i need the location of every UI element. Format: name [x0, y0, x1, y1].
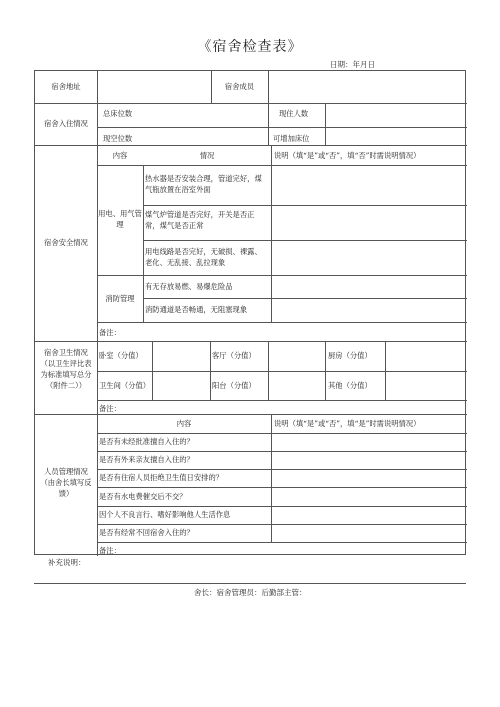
col-divider: [152, 341, 153, 400]
personnel-item: 是否有住宿人员拒绝卫生值日安排的？: [99, 473, 224, 482]
row-divider: [97, 524, 467, 525]
fire-management-label: 消防管理: [105, 294, 135, 303]
col-divider: [385, 341, 386, 400]
address-label: 宿舍地址: [51, 82, 81, 91]
checkin-section-label: 宿舍入住情况: [44, 119, 88, 128]
hygiene-section-label: 宿舍卫生情况（以卫生评比表为标准填写总分（附件二））: [40, 348, 92, 390]
personnel-col-content: 内容: [176, 419, 192, 428]
safety-remark: 备注：: [99, 328, 121, 337]
signature-line: 舍长：宿舍管理员：后勤部主管：: [194, 588, 307, 597]
personnel-section-label: 人员管理情况（由舍长填写反馈）: [40, 467, 92, 498]
other-score-label: 其他（分值）: [328, 381, 372, 390]
date-label: 日期：年月日: [330, 60, 375, 69]
personnel-item: 是否有水电费催交后不交？: [99, 492, 187, 501]
balcony-score-label: 阳台（分值）: [212, 381, 256, 390]
col-divider: [210, 341, 211, 400]
row-divider: [97, 127, 467, 128]
col-divider: [325, 103, 326, 145]
col-divider: [325, 341, 326, 400]
personnel-item: 是否有未经批准擅自入住的？: [99, 437, 194, 446]
row-divider: [97, 487, 467, 488]
col-divider: [268, 71, 269, 103]
row-divider: [143, 205, 467, 206]
personnel-remark: 备注：: [99, 546, 121, 555]
personnel-item: 因个人不良言行、嗜好影响他人生活作息: [99, 510, 231, 519]
vacant-beds-label: 现空位数: [103, 134, 133, 143]
row-divider: [97, 451, 467, 452]
living-room-score-label: 客厅（分值）: [212, 351, 256, 360]
safety-section-label: 宿舍安全情况: [44, 238, 88, 247]
row-divider: [97, 542, 467, 543]
fire-item: 有无存放易燃、易爆危险品: [145, 282, 233, 291]
col-divider: [268, 103, 269, 145]
row-divider: [97, 469, 467, 470]
row-divider: [35, 145, 467, 146]
row-divider: [97, 275, 467, 276]
row-divider: [97, 400, 467, 401]
row-divider: [143, 240, 467, 241]
extra-beds-label: 可增加床位: [273, 134, 310, 143]
signature-divider: [34, 583, 466, 584]
row-divider: [97, 165, 467, 166]
fire-item: 消防通道是否畅通，无阻塞现象: [145, 305, 248, 314]
hygiene-remark: 备注：: [99, 404, 121, 413]
members-label: 宿舍成员: [224, 82, 255, 91]
safety-col-note: 说明（填“是”或“否”，填“否”时需说明情况）: [274, 151, 421, 160]
row-divider: [35, 103, 467, 104]
row-divider: [97, 506, 467, 507]
safety-item: 热水器是否安装合理，管道完好，煤气瓶放置在浴室外面: [145, 174, 262, 194]
col-divider: [97, 71, 98, 556]
col-divider: [271, 414, 272, 542]
personnel-item: 是否有经常不回宿舍入住的？: [99, 528, 194, 537]
total-beds-label: 总床位数: [103, 109, 133, 118]
page-title: 《宿舍检查表》: [197, 39, 303, 55]
row-divider: [97, 433, 467, 434]
electric-gas-label: 用电、用气管理: [98, 209, 142, 229]
row-divider: [97, 322, 467, 323]
col-divider: [268, 341, 269, 400]
personnel-item: 是否有外来亲友擅自入住的？: [99, 455, 194, 464]
bedroom-score-label: 卧室（分值）: [99, 351, 143, 360]
safety-item: 用电线路是否完好，无破损、裸露、老化、无乱接、乱拉现象: [145, 247, 262, 267]
safety-col-situation: 情况: [199, 151, 215, 160]
current-residents-label: 现住人数: [279, 109, 309, 118]
row-divider: [35, 341, 467, 342]
inspection-table: [34, 70, 466, 555]
safety-col-content: 内容: [112, 151, 128, 160]
row-divider: [143, 298, 467, 299]
supplement-label: 补充说明：: [48, 558, 86, 567]
col-divider: [271, 145, 272, 322]
kitchen-score-label: 厨房（分值）: [328, 351, 372, 360]
safety-item: 煤气炉管道是否完好，开关是否正常，煤气是否正常: [145, 210, 255, 230]
bathroom-score-label: 卫生间（分值）: [99, 381, 151, 390]
col-divider: [143, 165, 144, 322]
row-divider: [35, 414, 467, 415]
personnel-col-note: 说明（填“是”或“否”，填“是”时需说明情况）: [274, 419, 421, 428]
